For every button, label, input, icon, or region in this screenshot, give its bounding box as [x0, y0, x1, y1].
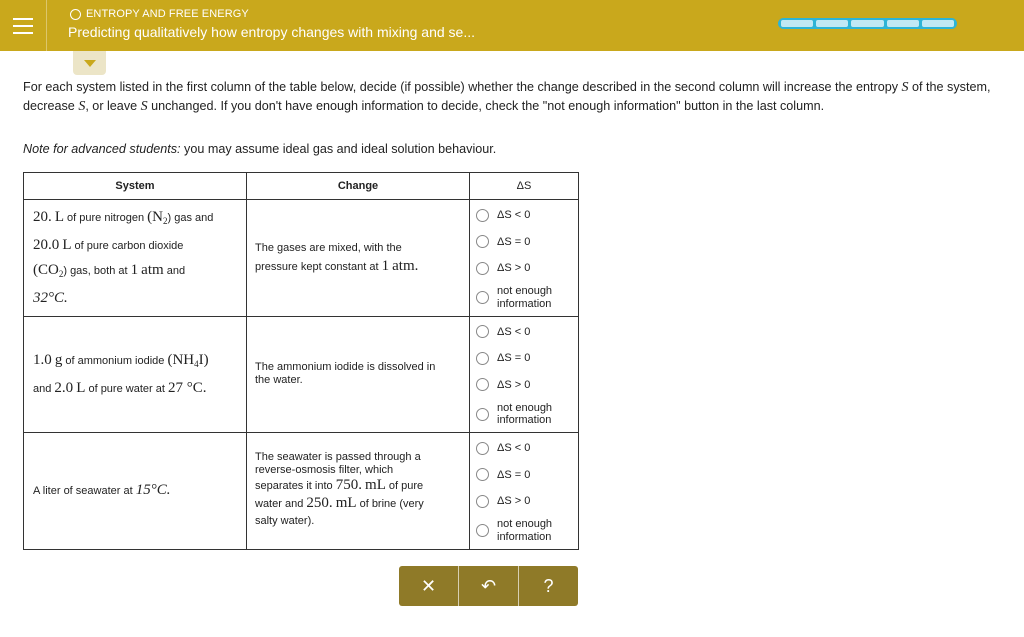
radio-button[interactable]	[476, 408, 489, 421]
formula: (CO	[33, 261, 59, 278]
option-label: ΔS > 0	[497, 378, 531, 391]
note-text: you may assume ideal gas and ideal solution behaviour.	[180, 142, 497, 156]
unit: g	[54, 351, 63, 368]
system-line	[33, 205, 246, 233]
option-ds-zero[interactable]	[476, 345, 578, 372]
radio-button[interactable]	[476, 352, 489, 365]
clear-button[interactable]	[399, 566, 458, 606]
menu-divider	[46, 0, 47, 51]
formula: I)	[198, 351, 209, 368]
system-line	[33, 478, 246, 503]
radio-button[interactable]	[476, 235, 489, 248]
temperature: 27 °C.	[167, 379, 207, 396]
instructions-part: For each system listed in the first column of the table below, decide (if possible) whether the change described in the second column will increase the entropy	[23, 80, 899, 94]
change-line	[255, 477, 469, 495]
option-not-enough-info[interactable]	[476, 282, 578, 314]
option-label-line: not enough	[497, 401, 553, 414]
text: and	[33, 382, 55, 395]
change-line: salty water).	[255, 515, 315, 528]
option-label-line: information	[497, 414, 552, 426]
temperature: 15°C.	[135, 482, 171, 499]
radio-button[interactable]	[476, 442, 489, 455]
formula: (N	[147, 208, 163, 225]
option-ds-negative[interactable]	[476, 319, 578, 346]
value: 1	[130, 261, 139, 278]
option-label	[497, 402, 552, 427]
option-ds-positive[interactable]	[476, 255, 578, 282]
subscript: 4	[194, 358, 199, 369]
change-line: The ammonium iodide is dissolved in	[255, 360, 436, 373]
chevron-down-icon	[84, 60, 96, 67]
formula: (NH	[167, 351, 195, 368]
text: of pure nitrogen	[63, 211, 148, 224]
value: 250.	[306, 495, 333, 512]
option-not-enough-info[interactable]	[476, 398, 578, 430]
unit: atm.	[392, 258, 419, 275]
text: ) gas and	[167, 211, 214, 224]
header-change: Change	[247, 173, 470, 200]
value: 1.0	[33, 351, 52, 368]
table-row	[24, 200, 579, 317]
option-label: ΔS > 0	[497, 495, 531, 508]
subscript: 2	[58, 268, 64, 279]
system-line	[33, 258, 246, 286]
change-line: the water.	[255, 374, 303, 387]
system-line	[33, 348, 246, 376]
topic-label: ENTROPY AND FREE ENERGY	[86, 8, 249, 20]
instructions-part: , or leave	[85, 99, 141, 113]
option-label-line: information	[497, 297, 552, 310]
change-line: reverse-osmosis filter, which	[255, 464, 394, 477]
header-bar	[0, 0, 1024, 51]
unit: mL	[365, 477, 386, 494]
entropy-symbol: S	[140, 99, 148, 114]
option-label-line: not enough	[497, 285, 553, 297]
text: of pure	[385, 480, 424, 493]
entropy-symbol: S	[901, 80, 909, 95]
header-delta-s: ΔS	[470, 173, 579, 200]
option-label: ΔS > 0	[497, 262, 531, 275]
unit: L	[62, 236, 72, 253]
page-title: Predicting qualitatively how entropy changes with mixing and se...	[68, 24, 475, 40]
text: water and	[255, 498, 307, 511]
unit: atm	[141, 261, 164, 278]
help-button[interactable]	[518, 566, 578, 606]
text: pressure kept constant at	[255, 261, 382, 274]
entropy-symbol: S	[78, 99, 86, 114]
system-cell	[24, 433, 247, 550]
advanced-note	[23, 142, 496, 156]
system-cell	[24, 200, 247, 317]
header-system: System	[24, 173, 247, 200]
text: of pure water at	[85, 382, 168, 395]
instructions-part: unchanged. If you don't have enough information to decide, check the "not enough information" button in the last column.	[147, 99, 825, 113]
text: ) gas, both at	[63, 264, 131, 277]
system-line	[33, 286, 246, 311]
radio-button[interactable]	[476, 524, 489, 537]
radio-button[interactable]	[476, 325, 489, 338]
unit: mL	[335, 495, 357, 512]
undo-icon: ↶	[480, 575, 497, 596]
note-label: Note for advanced students:	[23, 142, 181, 156]
delta-s-options	[470, 433, 578, 549]
table-row	[24, 316, 579, 433]
unit: L	[54, 208, 64, 225]
radio-button[interactable]	[476, 291, 489, 304]
option-label: ΔS = 0	[497, 468, 531, 481]
menu-icon[interactable]	[0, 0, 46, 51]
change-line	[255, 495, 469, 513]
text: A liter of seawater at	[33, 485, 136, 498]
option-label	[497, 518, 552, 543]
subscript: 2	[162, 215, 168, 226]
option-label: ΔS = 0	[497, 352, 531, 365]
radio-button[interactable]	[476, 378, 489, 391]
progress-segment	[781, 20, 813, 27]
text: of brine (very	[356, 498, 424, 511]
progress-segment	[922, 20, 954, 27]
option-ds-positive[interactable]	[476, 488, 578, 515]
text: of ammonium iodide	[62, 354, 168, 367]
option-label: ΔS < 0	[497, 325, 531, 338]
text: separates it into	[255, 480, 336, 493]
change-line	[255, 257, 469, 276]
entropy-table	[23, 172, 579, 550]
topic-row	[70, 7, 249, 21]
option-label	[497, 285, 552, 310]
help-icon: ?	[543, 575, 554, 596]
system-cell	[24, 316, 247, 433]
collapse-toggle-button[interactable]	[73, 51, 106, 75]
option-ds-negative[interactable]	[476, 202, 578, 229]
table-row	[24, 433, 579, 550]
radio-button[interactable]	[476, 495, 489, 508]
system-line	[33, 376, 246, 401]
option-label-line: information	[497, 530, 552, 543]
value: 750.	[335, 477, 362, 494]
value: 1	[381, 258, 390, 275]
undo-button[interactable]	[458, 566, 518, 606]
option-ds-negative[interactable]	[476, 435, 578, 462]
text: of pure carbon dioxide	[71, 239, 184, 252]
option-not-enough-info[interactable]	[476, 515, 578, 547]
option-label: ΔS < 0	[497, 442, 531, 455]
temperature: 32°C.	[33, 289, 68, 306]
close-icon: ✕	[420, 575, 437, 596]
progress-segment	[887, 20, 919, 27]
topic-circle-icon	[70, 9, 81, 20]
option-label-line: not enough	[497, 518, 553, 530]
option-ds-zero[interactable]	[476, 462, 578, 489]
unit: L	[76, 379, 86, 396]
delta-s-cell	[470, 200, 579, 317]
delta-s-cell	[470, 316, 579, 433]
system-line	[33, 233, 246, 258]
change-line: The seawater is passed through a	[255, 451, 421, 464]
change-cell	[247, 316, 470, 433]
action-button-bar	[399, 566, 578, 606]
value: 2.0	[54, 379, 74, 396]
option-label: ΔS = 0	[497, 235, 531, 248]
option-ds-positive[interactable]	[476, 372, 578, 399]
delta-s-options	[470, 317, 578, 433]
progress-bar	[778, 18, 957, 29]
instructions-text	[23, 78, 1023, 116]
text: and	[163, 264, 186, 277]
progress-segment	[851, 20, 883, 27]
radio-button[interactable]	[476, 262, 489, 275]
change-cell	[247, 433, 470, 550]
instructions-part: of the system, decrease	[23, 80, 991, 113]
value: 20.	[33, 208, 52, 225]
delta-s-options	[470, 200, 578, 316]
change-cell	[247, 200, 470, 317]
progress-segment	[816, 20, 848, 27]
change-line: The gases are mixed, with the	[255, 242, 402, 255]
delta-s-cell	[470, 433, 579, 550]
option-label: ΔS < 0	[497, 209, 531, 222]
value: 20.0	[33, 236, 60, 253]
radio-button[interactable]	[476, 468, 489, 481]
table-header-row	[24, 173, 579, 200]
option-ds-zero[interactable]	[476, 229, 578, 256]
radio-button[interactable]	[476, 209, 489, 222]
